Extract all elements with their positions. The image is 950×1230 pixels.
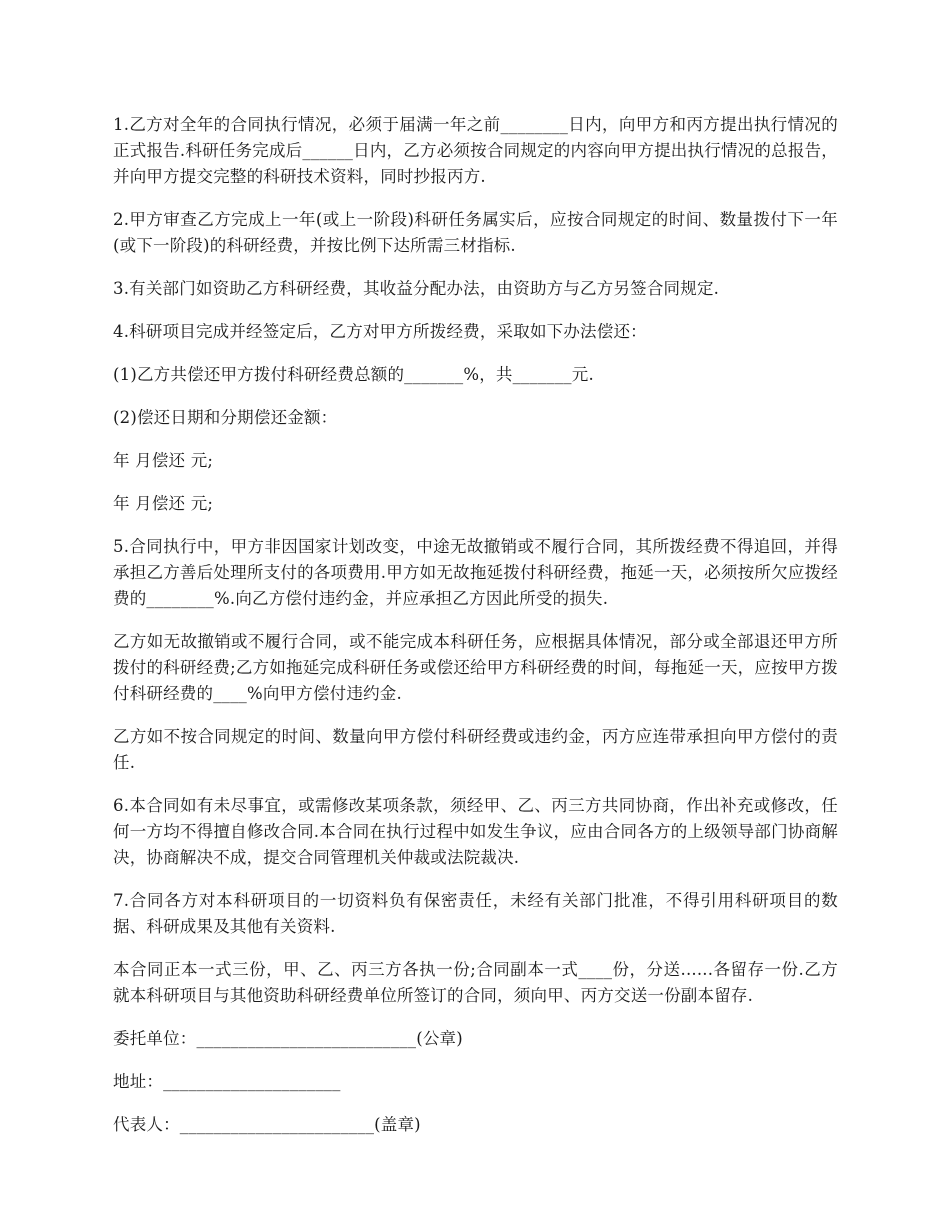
clause-5-breach-party-a: 5.合同执行中，甲方非因国家计划改变，中途无故撤销或不履行合同，其所拨经费不得追回，并得承担乙方善后处理所支付的各项费用.甲方如无故拖延拨付科研经费，拖延一天，必须按所欠应拨经费的________%.向乙方偿付违约金，并应承担乙方因此所受的损失. [113, 537, 838, 608]
clause-4-repayment: 4.科研项目完成并经签定后，乙方对甲方所拨经费，采取如下办法偿还： [113, 322, 647, 341]
contract-page [113, 112, 838, 1155]
copies-clause: 本合同正本一式三份，甲、乙、丙三方各执一份;合同副本一式____份，分送......各留存一份.乙方就本科研项目与其他资助科研经费单位所签订的合同，须向甲、丙方交送一份副本留存. [113, 960, 838, 1005]
address-line: 地址：_____________________ [113, 1072, 341, 1091]
clause-1-report: 1.乙方对全年的合同执行情况，必须于届满一年之前________日内，向甲方和丙方提出执行情况的正式报告.科研任务完成后______日内，乙方必须按合同规定的内容向甲方提出执行情况的总报告，并向甲方提交完整的科研技术资料，同时抄报丙方. [113, 115, 838, 186]
clause-2-funding: 2.甲方审查乙方完成上一年(或上一阶段)科研任务属实后，应按合同规定的时间、数量拨付下一年(或下一阶段)的科研经费，并按比例下达所需三材指标. [113, 210, 838, 255]
repayment-schedule-heading: (2)偿还日期和分期偿还金额： [113, 408, 338, 427]
client-unit-line: 委托单位：__________________________(公章) [113, 1029, 463, 1048]
clause-7-confidentiality: 7.合同各方对本科研项目的一切资料负有保密责任，未经有关部门批准，不得引用科研项目的数据、科研成果及其他有关资料. [113, 891, 838, 936]
clause-3-sponsorship: 3.有关部门如资助乙方科研经费，其收益分配办法，由资助方与乙方另签合同规定. [113, 279, 720, 298]
breach-party-b: 乙方如无故撤销或不履行合同，或不能完成本科研任务，应根据具体情况，部分或全部退还甲方所拨付的科研经费;乙方如拖延完成科研任务或偿还给甲方科研经费的时间，每拖延一天，应按甲方拨付科研经费的____%向甲方偿付违约金. [113, 632, 838, 703]
breach-party-b-guarantee: 乙方如不按合同规定的时间、数量向甲方偿付科研经费或违约金，丙方应连带承担向甲方偿付的责任. [113, 727, 838, 772]
representative-line: 代表人：_______________________(盖章) [113, 1115, 421, 1134]
repayment-total: (1)乙方共偿还甲方拨付科研经费总额的_______%，共_______元. [113, 365, 594, 384]
repayment-installment: 年 月偿还 元; [113, 451, 214, 470]
repayment-installment: 年 月偿还 元; [113, 494, 214, 513]
clause-6-amendments: 6.本合同如有未尽事宜，或需修改某项条款，须经甲、乙、丙三方共同协商，作出补充或修改，任何一方均不得擅自修改合同.本合同在执行过程中如发生争议，应由合同各方的上级领导部门协商解决，协商解决不成，提交合同管理机关仲裁或法院裁决. [113, 796, 838, 867]
